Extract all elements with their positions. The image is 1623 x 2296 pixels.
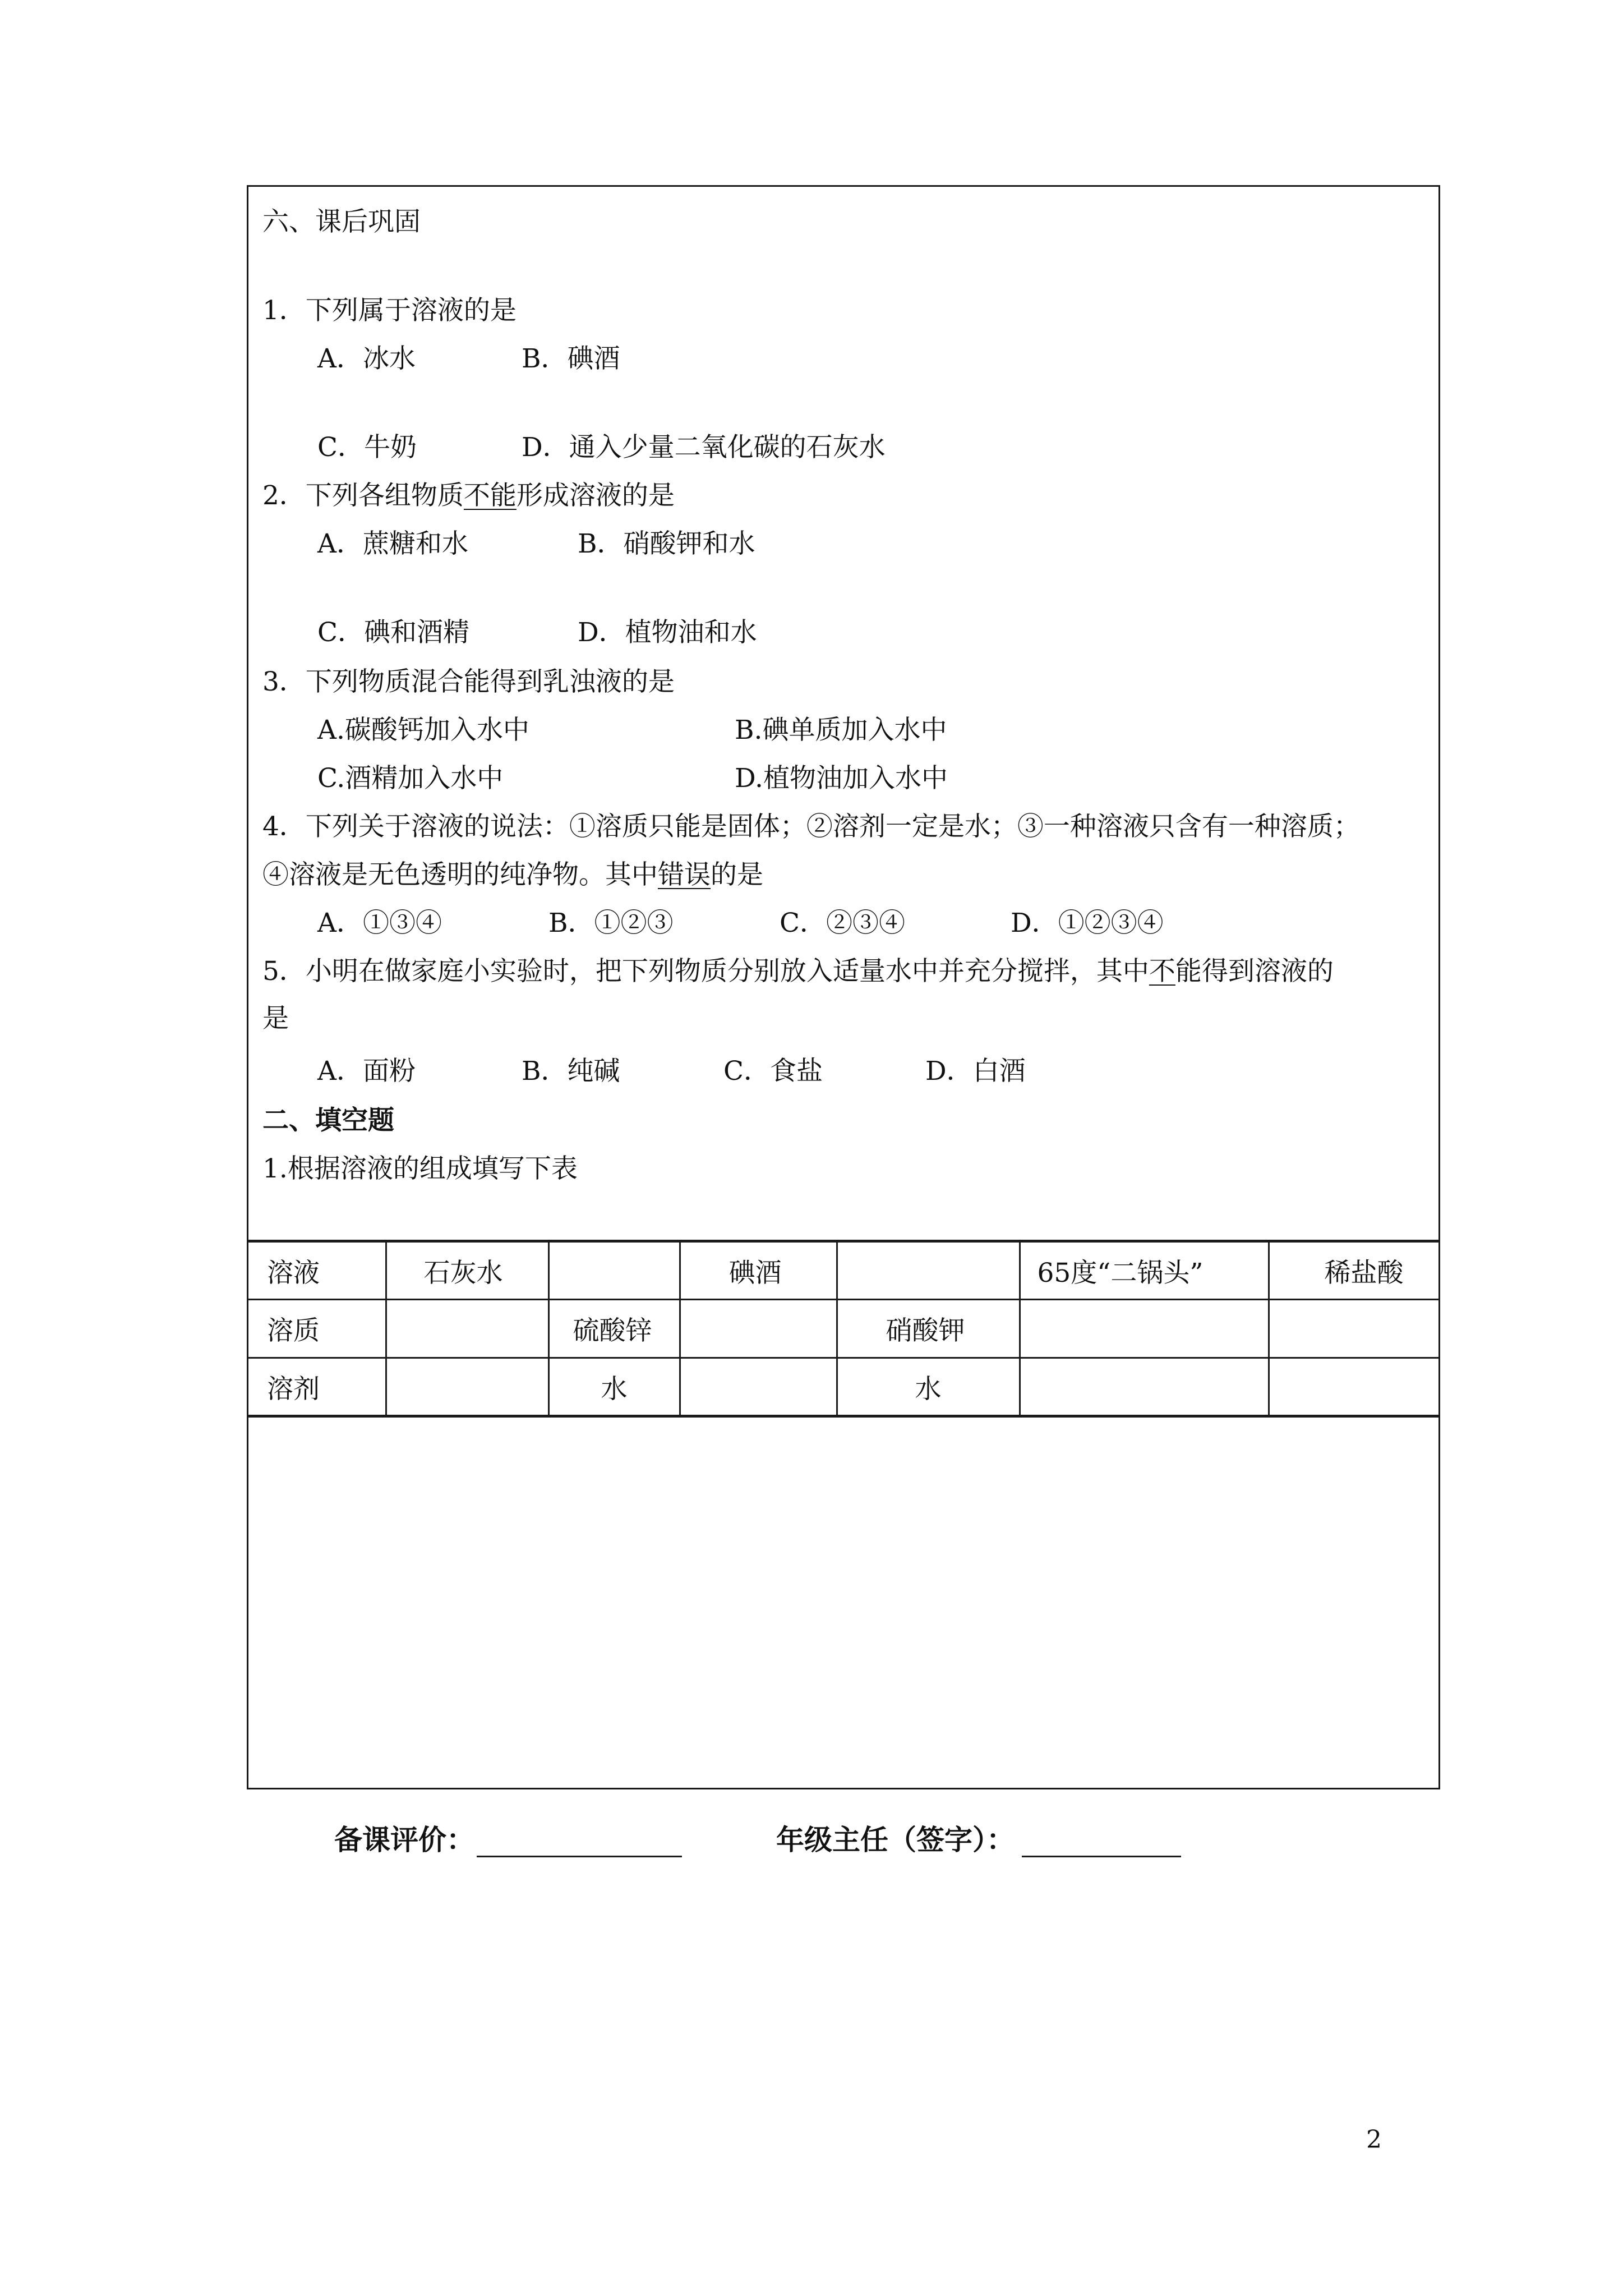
- question-4-stem-line-1: 4．下列关于溶液的说法：①溶质只能是固体；②溶剂一定是水；③一种溶液只含有一种溶质；: [262, 811, 1360, 842]
- question-2-option-b: B．硝酸钾和水: [578, 528, 755, 559]
- underlined-text: 错误: [658, 859, 711, 890]
- table-cell: 稀盐酸: [1269, 1241, 1440, 1300]
- question-5-stem-line-2: 是: [262, 1003, 289, 1034]
- table-cell: 65度“二锅头”: [1020, 1241, 1269, 1300]
- underlined-text: 不: [1149, 956, 1175, 987]
- question-1-stem: 1．下列属于溶液的是: [262, 295, 517, 326]
- question-1-option-c: C．牛奶: [317, 432, 417, 463]
- question-4-stem-line-2: ④溶液是无色透明的纯净物。其中错误的是: [262, 859, 763, 890]
- underlined-text: 不能: [463, 480, 517, 511]
- question-3-stem: 3．下列物质混合能得到乳浊液的是: [262, 666, 675, 697]
- question-4-option-b: B．①②③: [548, 908, 674, 938]
- table-row: [247, 1241, 1440, 1300]
- solution-composition-table: [247, 1240, 1440, 1418]
- table-cell[interactable]: [386, 1358, 548, 1416]
- table-cell: 石灰水: [386, 1241, 548, 1300]
- table-cell: 硫酸锌: [548, 1300, 680, 1358]
- question-1-option-a: A．冰水: [317, 343, 416, 374]
- fill-section-instruction: 1.根据溶液的组成填写下表: [262, 1153, 578, 1184]
- table-cell: 碘酒: [680, 1241, 837, 1300]
- table-row: [247, 1358, 1440, 1416]
- question-5-option-c: C．食盐: [723, 1056, 823, 1087]
- question-4-option-a: A．①③④: [317, 908, 442, 938]
- question-3-option-b: B.碘单质加入水中: [735, 715, 947, 746]
- question-5-option-a: A．面粉: [317, 1056, 416, 1087]
- question-5-option-b: B．纯碱: [522, 1056, 620, 1087]
- question-2-option-c: C．碘和酒精: [317, 617, 469, 648]
- table-row: [247, 1300, 1440, 1358]
- question-1-option-d: D．通入少量二氧化碳的石灰水: [522, 432, 886, 463]
- fill-section-title: 二、填空题: [262, 1105, 394, 1136]
- director-label: 年级主任（签字）：: [776, 1824, 1015, 1856]
- question-3-option-d: D.植物油加入水中: [735, 763, 948, 794]
- question-4-option-c: C．②③④: [780, 908, 905, 938]
- table-cell: 水: [837, 1358, 1020, 1416]
- table-cell: 溶质: [247, 1300, 386, 1358]
- question-5-option-d: D．白酒: [925, 1056, 1026, 1087]
- director-signature-line[interactable]: [1022, 1856, 1181, 1857]
- question-5-stem-line-1: 5．小明在做家庭小实验时，把下列物质分别放入适量水中并充分搅拌，其中不能得到溶液的: [262, 956, 1334, 987]
- table-cell[interactable]: [1269, 1300, 1440, 1358]
- table-cell[interactable]: [548, 1241, 680, 1300]
- review-signature-line[interactable]: [477, 1856, 682, 1857]
- question-2-stem: 2．下列各组物质不能形成溶液的是: [262, 480, 675, 511]
- table-cell: 溶剂: [247, 1358, 386, 1416]
- question-3-option-c: C.酒精加入水中: [317, 763, 504, 794]
- table-cell[interactable]: [386, 1300, 548, 1358]
- question-3-option-a: A.碳酸钙加入水中: [317, 715, 529, 746]
- question-2-option-a: A．蔗糖和水: [317, 528, 468, 559]
- review-label: 备课评价：: [334, 1824, 474, 1856]
- section-title: 六、课后巩固: [262, 206, 421, 237]
- question-4-option-d: D．①②③④: [1011, 908, 1164, 938]
- question-2-option-d: D．植物油和水: [578, 617, 757, 648]
- page-number: 2: [1366, 2125, 1382, 2154]
- table-cell[interactable]: [680, 1358, 837, 1416]
- table-cell[interactable]: [680, 1300, 837, 1358]
- table-cell[interactable]: [1020, 1300, 1269, 1358]
- table-cell[interactable]: [1269, 1358, 1440, 1416]
- table-cell: 水: [548, 1358, 680, 1416]
- question-1-option-b: B．碘酒: [522, 343, 620, 374]
- table-cell: 硝酸钾: [837, 1300, 1020, 1358]
- table-cell[interactable]: [837, 1241, 1020, 1300]
- table-cell: 溶液: [247, 1241, 386, 1300]
- table-cell[interactable]: [1020, 1358, 1269, 1416]
